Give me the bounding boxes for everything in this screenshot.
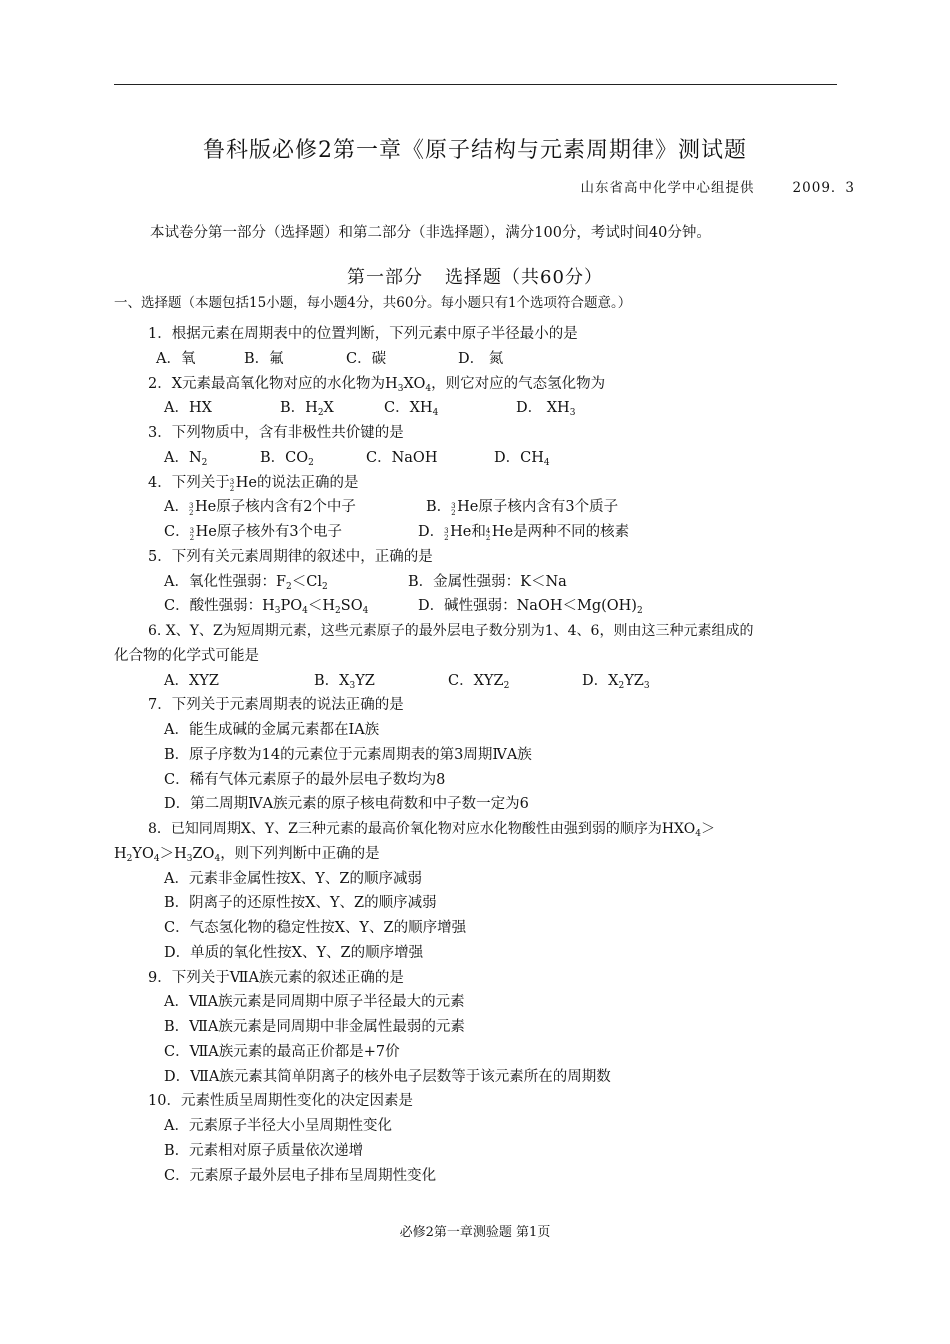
question-list [114, 322, 838, 1188]
option-b: B． 3 2 He原子核内含有3个质子 [426, 499, 619, 518]
question-9-option-b: B．ⅦA族元素是同周期中非金属性最弱的元素 [164, 1019, 465, 1035]
option-d: D．$X_2YZ_3$ [582, 672, 650, 691]
section-part: 第一部分 [347, 267, 424, 288]
question-8-option-d: D．单质的氧化性按X、Y、Z的顺序增强 [164, 944, 424, 961]
question-7-option-d: D．第二周期ⅣA族元素的原子核电荷数和中子数一定为6 [164, 796, 529, 813]
question-7-option-a: A．能生成碱的金属元素都在ⅠA族 [164, 722, 380, 738]
section-instruction: 一、选择题（本题包括15小题，每小题4分，共60分。每小题只有1个选项符合题意。） [114, 295, 632, 311]
question-7-option-c: C．稀有气体元素原子的最外层电子数均为8 [164, 771, 446, 788]
question-8-option-b: B．阴离子的还原性按X、Y、Z的顺序减弱 [164, 895, 437, 912]
question-10-option-b: B．元素相对原子质量依次递增 [164, 1142, 364, 1159]
option-d: D． $XH_3$ [516, 400, 576, 419]
question-5-options-cd [114, 594, 838, 619]
page-footer: 必修2第一章测验题 第1页 [399, 1225, 551, 1240]
option-b: B．金属性强弱：K＜Na [408, 573, 567, 590]
question-5-stem: 5．下列有关元素周期律的叙述中，正确的是 [148, 548, 433, 565]
question-8-option-c: C．气态氢化物的稳定性按X、Y、Z的顺序增强 [164, 920, 467, 936]
option-c: C．酸性强弱：$H_3PO_4<H_2SO_4$ [164, 598, 369, 617]
header-rule [114, 84, 837, 85]
question-9-option-d: D．ⅦA族元素其简单阴离子的核外电子层数等于该元素所在的周期数 [164, 1068, 611, 1085]
question-3-options [114, 446, 838, 471]
question-3-stem: 3．下列物质中，含有非极性共价键的是 [148, 425, 404, 441]
option-c: C．碳 [346, 350, 387, 367]
exam-title: 鲁科版必修2第一章《原子结构与元素周期律》测试题 [203, 138, 747, 163]
question-4-stem: 4．下列关于 3 2 He的说法正确的是 [148, 474, 359, 493]
question-10-stem: 10．元素性质呈周期性变化的决定因素是 [148, 1093, 413, 1110]
question-1-options [114, 347, 838, 372]
question-2-options [114, 396, 838, 421]
option-d: D．$CH_4$ [494, 449, 550, 468]
provider-name: 山东省高中化学中心组提供 [580, 180, 755, 196]
question-10-option-c: C．元素原子最外层电子排布呈周期性变化 [164, 1167, 437, 1184]
option-d: D． 3 2 He和 4 2 He是两种不同的核素 [418, 524, 630, 542]
option-a: A．$N_2$ [164, 449, 208, 468]
question-9-stem: 9．下列关于ⅦA族元素的叙述正确的是 [148, 969, 404, 986]
question-5-options-ab [114, 570, 838, 595]
option-c: C．$XH_4$ [384, 400, 439, 419]
question-8-option-a: A．元素非金属性按X、Y、Z的顺序减弱 [164, 870, 422, 887]
question-9-option-c: C．ⅦA族元素的最高正价都是+7价 [164, 1043, 400, 1060]
option-a: A． 3 2 He原子核内含有2个中子 [164, 499, 356, 518]
question-10-option-a: A．元素原子半径大小呈周期性变化 [164, 1118, 392, 1134]
option-a: A．氧 [156, 350, 196, 367]
option-c: C．$XYZ_2$ [448, 672, 510, 691]
question-1-stem: 1．根据元素在周期表中的位置判断，下列元素中原子半径最小的是 [148, 326, 578, 342]
section-title: 选择题（共60分） [445, 267, 603, 288]
question-6-stem-line2: 化合物的化学式可能是 [114, 647, 259, 664]
question-9-option-a: A．ⅦA族元素是同周期中原子半径最大的元素 [164, 994, 465, 1011]
option-b: B．氟 [244, 350, 284, 367]
question-6-stem-line1: 6. X、Y、Z为短周期元素，这些元素原子的最外层电子数分别为1、4、6，则由这三种元素组成的 [148, 623, 754, 639]
question-7-option-b: B．原子序数为14的元素位于元素周期表的第3周期ⅣA族 [164, 746, 532, 763]
provider-line [581, 176, 855, 196]
question-4-options-ab [114, 495, 838, 520]
option-b: B．$H_2X$ [280, 400, 334, 419]
exam-intro: 本试卷分第一部分（选择题）和第二部分（非选择题），满分100分，考试时间40分钟。 [150, 225, 711, 241]
question-8-stem-line2: $H_2YO_4>H_3ZO_4$，则下列判断中正确的是 [114, 845, 380, 864]
option-c: C． 3 2 He原子核外有3个电子 [164, 524, 343, 542]
option-a: A．HX [164, 400, 212, 417]
option-d: D．碱性强弱：$NaOH<Mg(OH)_2$ [418, 598, 643, 617]
option-b: B．$X_3YZ$ [314, 672, 375, 691]
question-2-stem: 2．X元素最高氧化物对应的水化物为$H_3XO_4$，则它对应的气态氢化物为 [148, 375, 606, 394]
option-d: D． 氮 [458, 350, 504, 367]
section-heading [0, 263, 950, 289]
question-7-stem: 7．下列关于元素周期表的说法正确的是 [148, 697, 404, 714]
option-a: A．氧化性强弱：$F_2<Cl_2$ [164, 573, 328, 592]
question-6-options [114, 669, 838, 694]
question-8-stem-line1: 8．已知同周期X、Y、Z三种元素的最高价氧化物对应水化物酸性由强到弱的顺序为$HXO_4>$ [148, 821, 715, 839]
option-c: C．NaOH [366, 449, 438, 466]
date: 2009．3 [792, 180, 855, 196]
option-a: A．XYZ [164, 672, 219, 689]
option-b: B．$CO_2$ [260, 449, 314, 468]
question-4-options-cd [114, 520, 838, 545]
